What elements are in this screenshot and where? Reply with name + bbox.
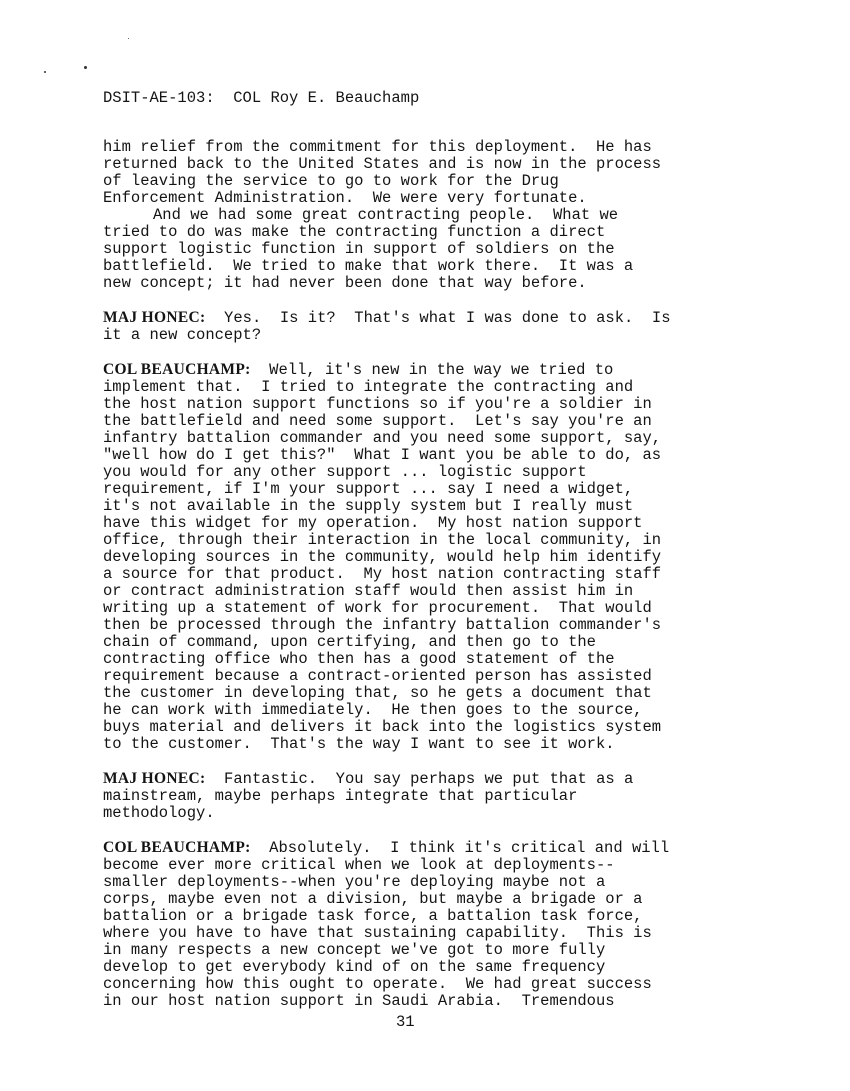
text-line: writing up a statement of work for procurement. That would (103, 599, 652, 617)
text-line: corps, maybe even not a division, but maybe a brigade or a (103, 890, 643, 908)
text-line: concerning how this ought to operate. We had great success (103, 975, 652, 993)
text-line: chain of command, upon certifying, and then go to the (103, 633, 596, 651)
text-line: office, through their interaction in the local community, in (103, 531, 662, 549)
page-number: 31 (396, 1013, 415, 1031)
document-header (103, 90, 419, 107)
text-line: COL BEAUCHAMP: Absolutely. I think it's critical and will (103, 839, 670, 857)
text-line: battalion or a brigade task force, a battalion task force, (103, 907, 643, 925)
text-line: tried to do was make the contracting function a direct (103, 223, 606, 241)
document-id: DSIT-AE-103: (103, 89, 215, 107)
text-line: in our host nation support in Saudi Arabia. Tremendous (103, 992, 615, 1010)
text-line: he can work with immediately. He then goes to the source, (103, 701, 643, 719)
text-line: Enforcement Administration. We were very fortunate. (103, 189, 587, 207)
text-line: contracting office who then has a good statement of the (103, 650, 615, 668)
text-line: the customer in developing that, so he gets a document that (103, 684, 652, 702)
text-line: support logistic function in support of soldiers on the (103, 240, 615, 258)
text-line: requirement because a contract-oriented person has assisted (103, 667, 652, 685)
text-line: implement that. I tried to integrate the contracting and (103, 378, 634, 396)
text-line: COL BEAUCHAMP: Well, it's new in the way we tried to (103, 361, 614, 379)
scan-speck (44, 71, 46, 73)
text-line: you would for any other support ... logistic support (103, 463, 587, 481)
text-line: "well how do I get this?" What I want you be able to do, as (103, 446, 662, 464)
text-line: returned back to the United States and is now in the process (103, 155, 662, 173)
text-line: develop to get everybody kind of on the same frequency (103, 958, 606, 976)
text-line: then be processed through the infantry battalion commander's (103, 616, 662, 634)
text-line: requirement, if I'm your support ... say I need a widget, (103, 480, 634, 498)
text-line: where you have to have that sustaining capability. This is (103, 924, 652, 942)
text-line: him relief from the commitment for this deployment. He has (103, 138, 652, 156)
text-line: And we had some great contracting people. What we (153, 206, 619, 224)
interviewee-name: COL Roy E. Beauchamp (233, 89, 420, 107)
text-line: have this widget for my operation. My host nation support (103, 514, 643, 532)
speaker-label: MAJ HONEC: (103, 770, 206, 787)
text-line: become ever more critical when we look at deployments-- (103, 856, 615, 874)
speaker-label: COL BEAUCHAMP: (103, 361, 251, 378)
text-line: a source for that product. My host nation contracting staff (103, 565, 662, 583)
paragraph-indented (103, 207, 723, 292)
paragraph-col-beauchamp-1 (103, 361, 723, 753)
text-line: it's not available in the supply system but I really must (103, 497, 634, 515)
text-line: new concept; it had never been done that way before. (103, 274, 587, 292)
scan-speck (84, 66, 87, 69)
text-line: or contract administration staff would then assist him in (103, 582, 634, 600)
text-line: infantry battalion commander and you need some support, say, (103, 429, 662, 447)
paragraph-continuation (103, 139, 723, 207)
text-line: MAJ HONEC: Yes. Is it? That's what I was done to ask. Is (103, 309, 671, 327)
text-line: the host nation support functions so if you're a soldier in (103, 395, 652, 413)
text-line: the battlefield and need some support. Let's say you're an (103, 412, 652, 430)
text-line: of leaving the service to go to work for the Drug (103, 172, 559, 190)
text-line: buys material and delivers it back into the logistics system (103, 718, 662, 736)
speaker-label: COL BEAUCHAMP: (103, 839, 251, 856)
paragraph-col-beauchamp-2 (103, 839, 723, 1010)
text-line: in many respects a new concept we've got to more fully (103, 941, 606, 959)
text-line: smaller deployments--when you're deploying maybe not a (103, 873, 606, 891)
text-line: MAJ HONEC: Fantastic. You say perhaps we put that as a (103, 770, 634, 788)
text-line: methodology. (103, 804, 215, 822)
text-line: battlefield. We tried to make that work there. It was a (103, 257, 634, 275)
transcript-body (103, 139, 723, 1010)
text-line: mainstream, maybe perhaps integrate that particular (103, 787, 578, 805)
speaker-label: MAJ HONEC: (103, 309, 206, 326)
scan-speck (128, 38, 129, 39)
paragraph-maj-honec-2 (103, 770, 723, 822)
text-line: to the customer. That's the way I want to see it work. (103, 735, 615, 753)
text-line: developing sources in the community, would help him identify (103, 548, 662, 566)
paragraph-maj-honec-1 (103, 309, 723, 344)
text-line: it a new concept? (103, 326, 262, 344)
